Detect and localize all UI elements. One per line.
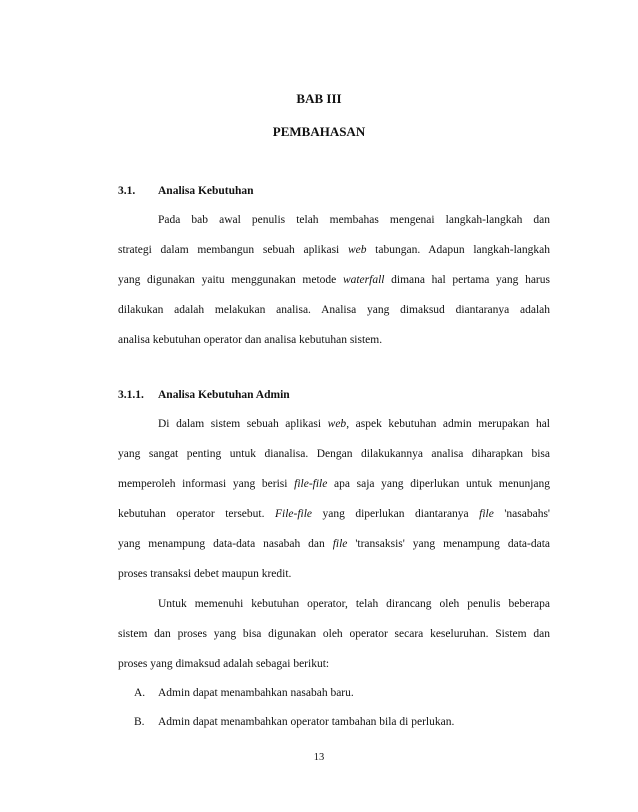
subsection-para-line: proses transaksi debet maupun kredit.: [118, 568, 292, 580]
subsection-para-line: kebutuhan operator tersebut. File-file yang diperlukan diantaranya file 'nasabahs': [118, 508, 550, 520]
subsection-para-line: yang menampung data-data nasabah dan file 'transaksis' yang menampung data-data: [118, 538, 550, 550]
section-para-line: yang digunakan yaitu menggunakan metode waterfall dimana hal pertama yang harus: [118, 274, 550, 286]
chapter-label: BAB III: [296, 91, 342, 106]
list-marker: B.: [134, 716, 145, 728]
section-para-line: dilakukan adalah melakukan analisa. Analisa yang dimaksud diantaranya adalah: [118, 304, 550, 316]
section-para-line: analisa kebutuhan operator dan analisa kebutuhan sistem.: [118, 334, 383, 346]
list-item: Admin dapat menambahkan nasabah baru.: [158, 687, 354, 699]
section-title: Analisa Kebutuhan: [158, 185, 254, 197]
subsection-para-line: yang sangat penting untuk dianalisa. Dengan dilakukannya analisa diharapkan bisa: [118, 448, 550, 460]
section-para-line: Pada bab awal penulis telah membahas mengenai langkah-langkah dan: [158, 214, 550, 226]
subsection-para-line: Untuk memenuhi kebutuhan operator, telah dirancang oleh penulis beberapa: [158, 598, 550, 610]
section-para-line: strategi dalam membangun sebuah aplikasi web tabungan. Adapun langkah-langkah: [118, 244, 550, 256]
list-marker: A.: [134, 687, 146, 699]
subsection-para-line: sistem dan proses yang bisa digunakan oleh operator secara keseluruhan. Sistem dan: [118, 628, 550, 640]
subsection-para-line: proses yang dimaksud adalah sebagai berikut:: [118, 658, 330, 670]
page-number: 13: [313, 752, 325, 763]
list-item: Admin dapat menambahkan operator tambahan bila di perlukan.: [158, 716, 455, 728]
section-number: 3.1.: [118, 185, 136, 197]
subsection-para-line: memperoleh informasi yang berisi file-file apa saja yang diperlukan untuk menunjang: [118, 478, 550, 490]
subsection-para-line: Di dalam sistem sebuah aplikasi web, aspek kebutuhan admin merupakan hal: [158, 418, 550, 430]
chapter-title: PEMBAHASAN: [272, 124, 366, 139]
subsection-number: 3.1.1.: [118, 389, 144, 401]
subsection-title: Analisa Kebutuhan Admin: [158, 389, 290, 401]
